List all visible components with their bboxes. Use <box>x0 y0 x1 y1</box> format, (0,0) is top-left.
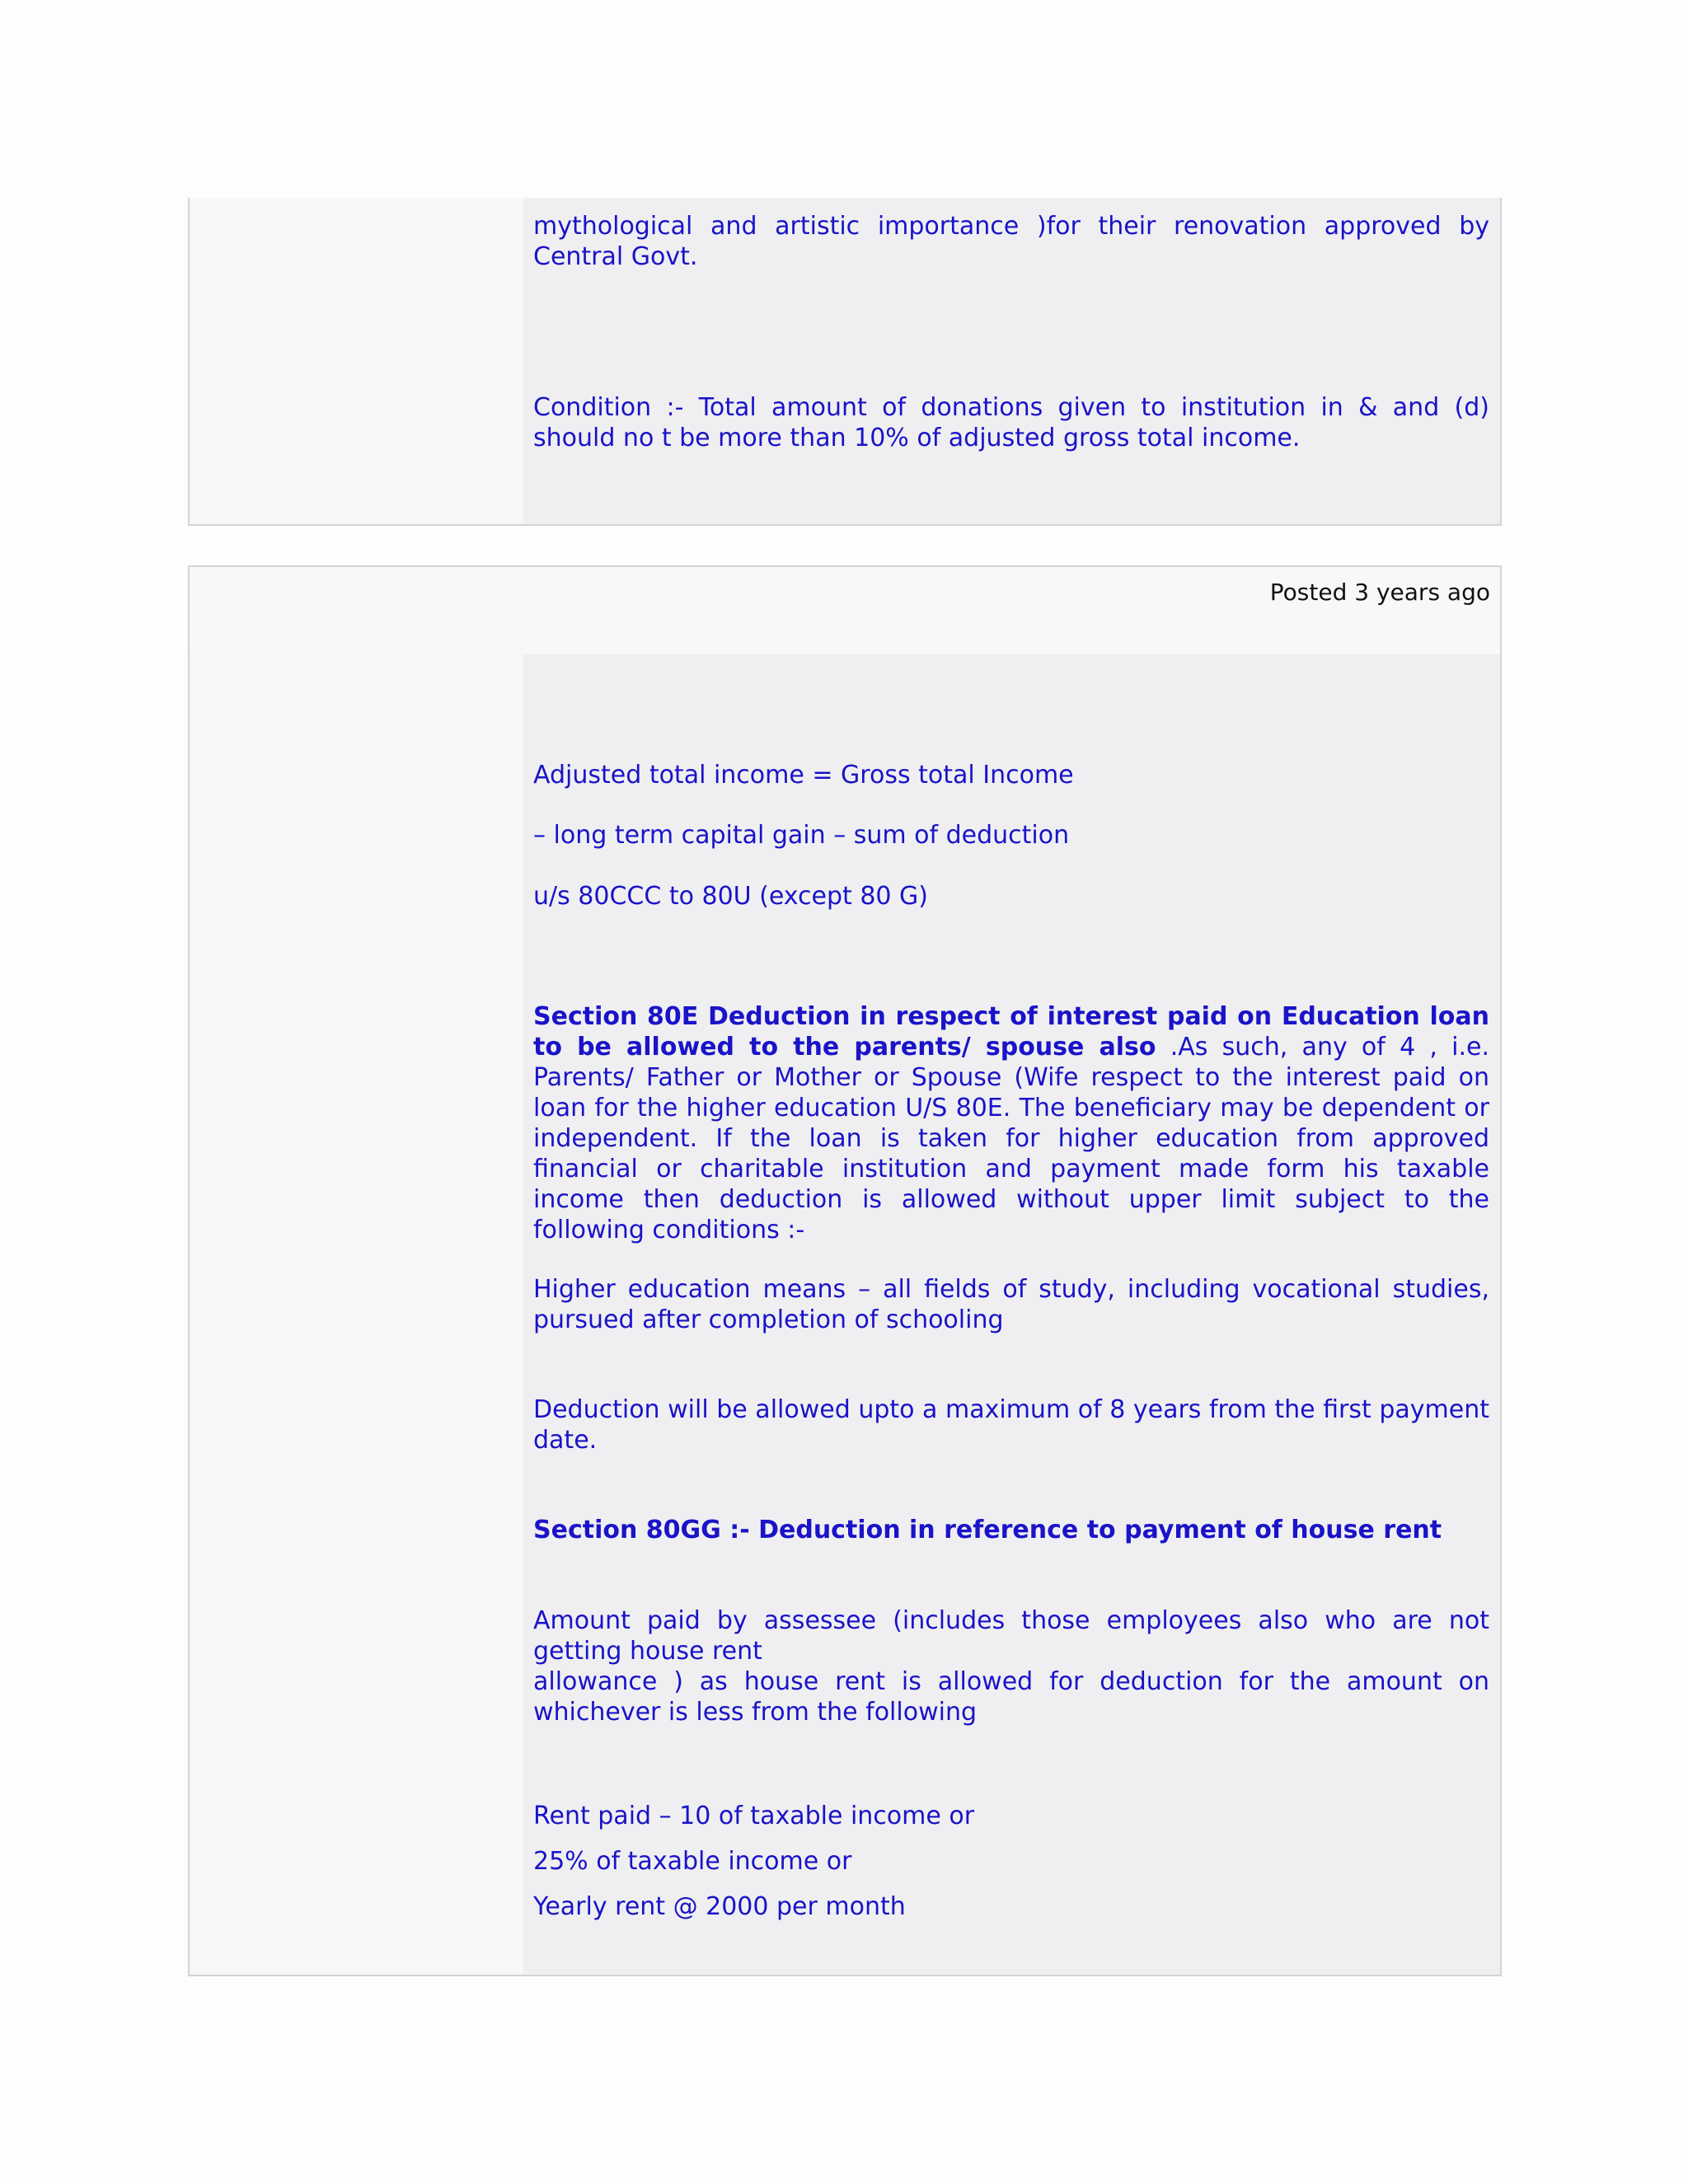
formula-line-1: Adjusted total income = Gross total Income <box>533 761 1074 790</box>
posted-timestamp: Posted 3 years ago <box>1269 579 1490 606</box>
amount-paid-line-2: allowance ) as house rent is allowed for deduction for the amount on whichever is less from the following <box>533 1667 1489 1727</box>
amount-paid-line-1 <box>533 1605 1489 1666</box>
formula-line-3: u/s 80CCC to 80U (except 80 G) <box>533 882 928 911</box>
post-header <box>190 567 1500 654</box>
deduction-years-paragraph: Deduction will be allowed upto a maximum of 8 years from the first payment date. <box>533 1395 1489 1455</box>
formula-line-2: – long term capital gain – sum of deduction <box>533 821 1070 850</box>
rent-option-2: 25% of taxable income or <box>533 1847 852 1876</box>
condition-paragraph: Condition :- Total amount of donations given to institution in & and (d) should no t be more than 10% of adjusted gross total income. <box>533 393 1489 452</box>
section-80e-heading: Section 80E Deduction in respect of interest paid on Education loan to be allowed to the parents/ spouse also <box>533 1002 1489 1062</box>
section-80e-paragraph <box>533 1001 1489 1245</box>
section-80e-body: .As such, any of 4 , i.e. Parents/ Father or Mother or Spouse (Wife respect to the interest paid on loan for the higher education U/S 80E. The beneficiary may be dependent or independent. If the loan is taken for higher education from approved financial or charitable institution and payment made form his taxable income then deduction is allowed without upper limit subject to the following conditions :- <box>533 1033 1489 1244</box>
rent-option-1: Rent paid – 10 of taxable income or <box>533 1802 975 1830</box>
amount-paid-line-1-justified: Amount paid by assessee (includes those employees also who are not getting house rent <box>533 1606 1489 1666</box>
higher-education-paragraph: Higher education means – all fields of study, including vocational studies, pursued after completion of schooling <box>533 1275 1489 1334</box>
rent-option-3: Yearly rent @ 2000 per month <box>533 1892 906 1921</box>
section-80gg-heading: Section 80GG :- Deduction in reference to payment of house rent <box>533 1516 1442 1544</box>
renovation-paragraph: mythological and artistic importance )for their renovation approved by Central Govt. <box>533 212 1489 271</box>
post-content <box>523 198 1500 524</box>
forum-post <box>188 565 1502 1976</box>
post-content <box>523 654 1500 1975</box>
forum-post-continued <box>188 198 1502 526</box>
